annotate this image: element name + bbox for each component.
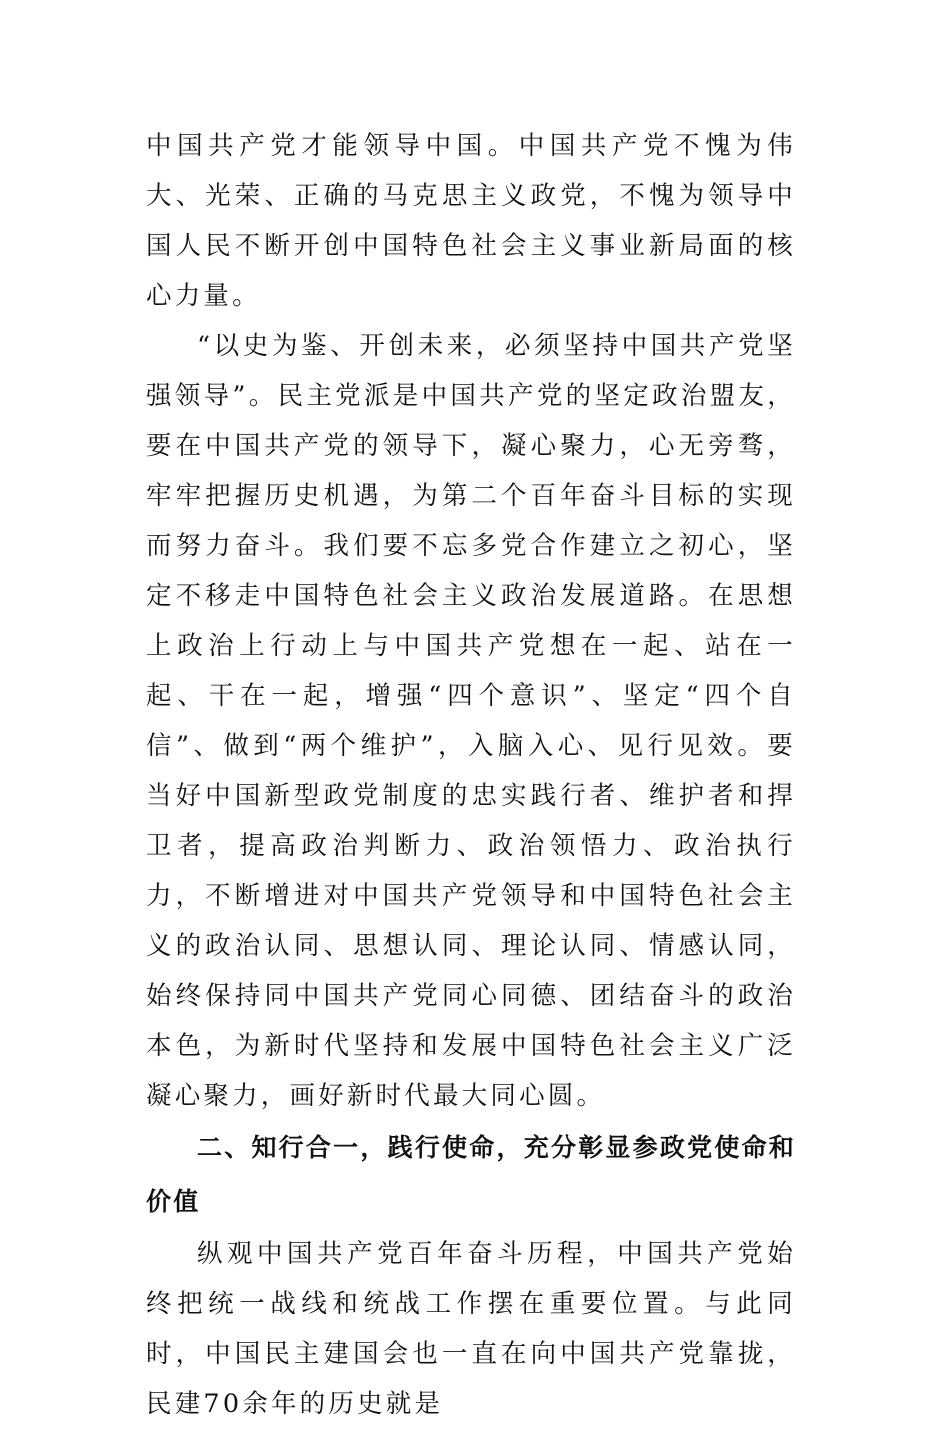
document-page — [146, 121, 796, 1429]
paragraph-party-leadership-conclusion: 中国共产党才能领导中国。中国共产党不愧为伟大、光荣、正确的马克思主义政党，不愧为领导中国人民不断开创中国特色社会主义事业新局面的核心力量。 — [146, 131, 796, 311]
section-heading-two: 二、知行合一，践行使命，充分彰显参政党使命和价值 — [146, 1133, 796, 1216]
paragraph-learn-from-history: “以史为鉴、开创未来，必须坚持中国共产党坚强领导”。民主党派是中国共产党的坚定政治盟友，要在中国共产党的领导下，凝心聚力，心无旁骛，牢牢把握历史机遇，为第二个百年奋斗目标的实现而努力奋斗。我们要不忘多党合作建立之初心，坚定不移走中国特色社会主义政治发展道路。在思想上政治上行动上与中国共产党想在一起、站在一起、干在一起，增强“四个意识”、坚定“四个自信”、做到“两个维护”，入脑入心、见行见效。要当好中国新型政党制度的忠实践行者、维护者和捍卫者，提高政治判断力、政治领悟力、政治执行力，不断增进对中国共产党领导和中国特色社会主义的政治认同、思想认同、理论认同、情感认同，始终保持同中国共产党同心同德、团结奋斗的政治本色，为新时代坚持和发展中国特色社会主义广泛凝心聚力，画好新时代最大同心圆。 — [146, 331, 796, 1111]
paragraph-united-front-history: 纵观中国共产党百年奋斗历程，中国共产党始终把统一战线和统战工作摆在重要位置。与此同时，中国民主建国会也一直在向中国共产党靠拢，民建70余年的历史就是 — [146, 1239, 796, 1419]
